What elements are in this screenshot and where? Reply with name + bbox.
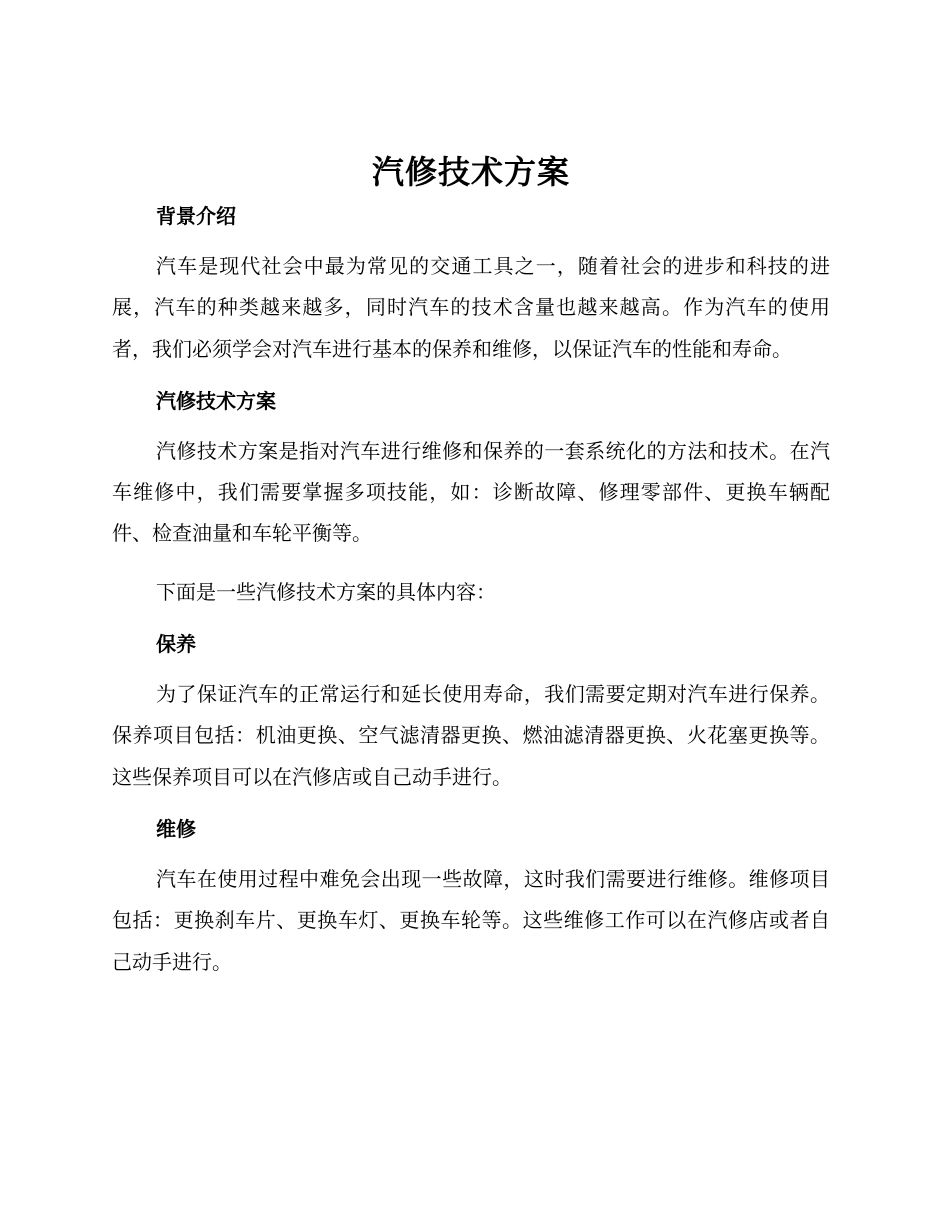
section-heading-tech-plan: 汽修技术方案 (156, 388, 276, 413)
section-heading-maintenance: 保养 (156, 632, 196, 657)
paragraph-repair: 汽车在使用过程中难免会出现一些故障，这时我们需要进行维修。维修项目包括：更换刹车片、更换车灯、更换车轮等。这些维修工作可以在汽修店或者自己动手进行。 (112, 866, 830, 974)
paragraph-maintenance: 为了保证汽车的正常运行和延长使用寿命，我们需要定期对汽车进行保养。保养项目包括：机油更换、空气滤清器更换、燃油滤清器更换、火花塞更换等。这些保养项目可以在汽修店或自己动手进行。 (112, 682, 830, 789)
paragraph-tech-plan-intro: 下面是一些汽修技术方案的具体内容： (156, 579, 496, 604)
section-heading-repair: 维修 (156, 816, 196, 841)
paragraph-tech-plan: 汽修技术方案是指对汽车进行维修和保养的一套系统化的方法和技术。在汽车维修中，我们需要掌握多项技能，如：诊断故障、修理零部件、更换车辆配件、检查油量和车轮平衡等。 (112, 438, 830, 546)
section-heading-background: 背景介绍 (156, 204, 236, 228)
document-body (112, 150, 830, 983)
document-title: 汽修技术方案 (371, 153, 570, 191)
paragraph-background: 汽车是现代社会中最为常见的交通工具之一，随着社会的进步和科技的进展，汽车的种类越来越多，同时汽车的技术含量也越来越高。作为汽车的使用者，我们必须学会对汽车进行基本的保养和维修，以保证汽车的性能和寿命。 (112, 254, 830, 361)
